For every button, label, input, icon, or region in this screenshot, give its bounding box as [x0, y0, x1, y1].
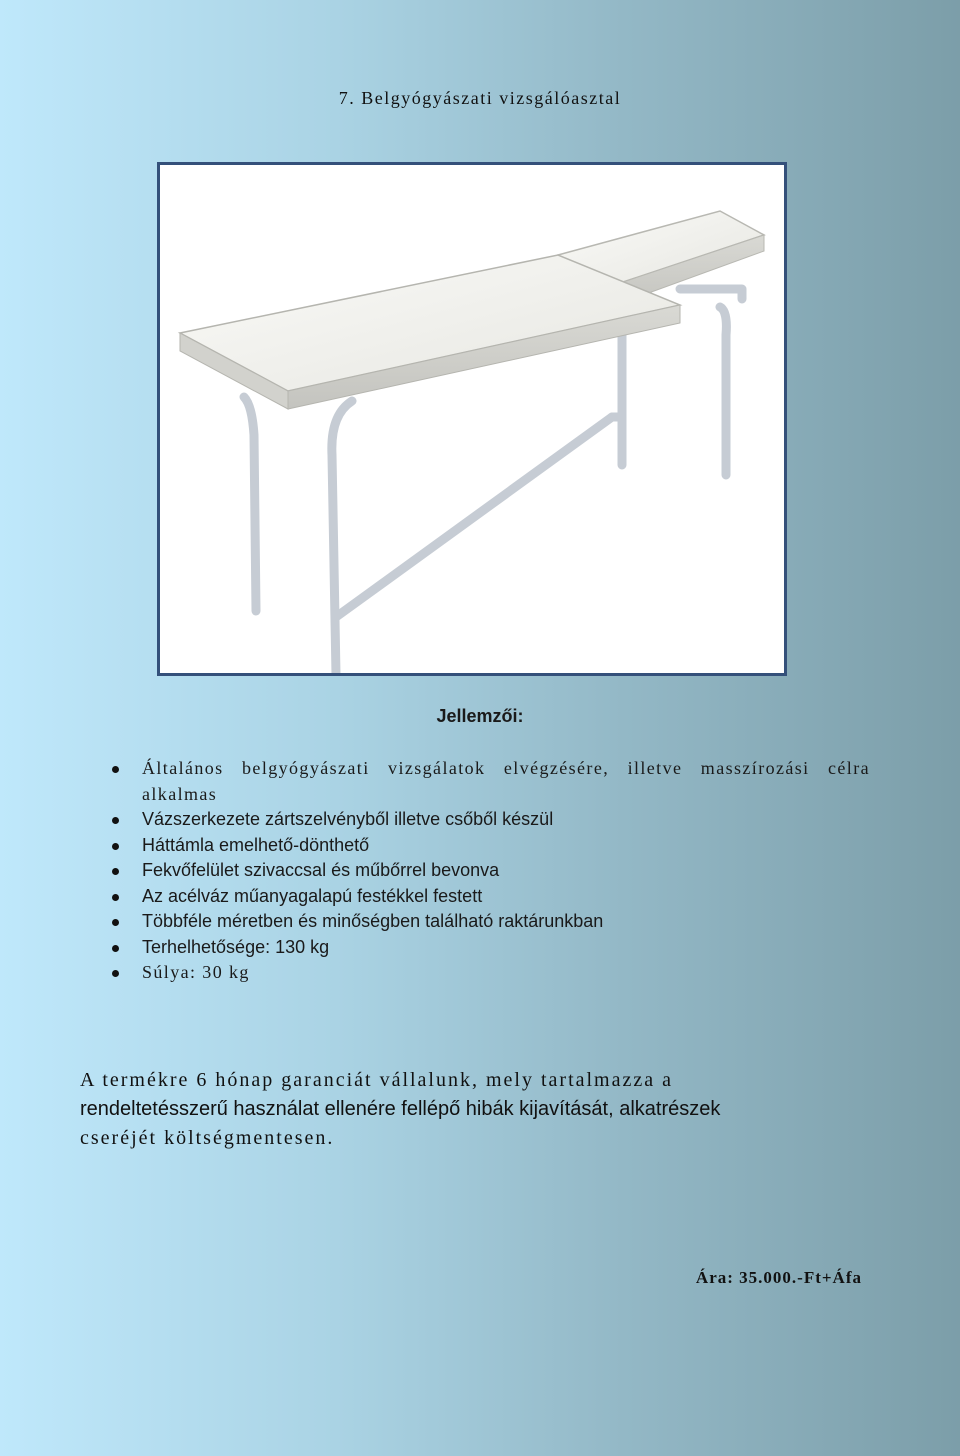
product-photo — [157, 162, 787, 676]
list-item: Vázszerkezete zártszelvényből illetve csőből készül — [110, 807, 870, 833]
list-item: Általános belgyógyászati vizsgálatok elvégzésére, illetve masszírozási célra alkalmas — [110, 756, 870, 807]
examination-table-photo-icon — [160, 165, 784, 673]
list-item: Az acélváz műanyagalapú festékkel festett — [110, 884, 870, 910]
price-label: Ára: 35.000.-Ft+Áfa — [695, 1268, 862, 1287]
list-item: Többféle méretben és minőségben található raktárunkban — [110, 909, 870, 935]
document-title: 7. Belgyógyászati vizsgálóasztal — [338, 88, 622, 108]
warranty-line: cseréjét költségmentesen. — [80, 1127, 335, 1149]
warranty-line: rendeltetésszerű használat ellenére fellépő hibák kijavítását, alkatrészek — [80, 1098, 721, 1120]
list-item: Súlya: 30 kg — [110, 960, 870, 986]
warranty-line: A termékre 6 hónap garanciát vállalunk, mely tartalmazza a — [80, 1069, 674, 1091]
list-item: Terhelhetősége: 130 kg — [110, 935, 870, 961]
features-heading: Jellemzői: — [436, 706, 524, 726]
warranty-paragraph — [80, 1066, 870, 1153]
features-list — [110, 756, 870, 986]
list-item: Fekvőfelület szivaccsal és műbőrrel bevonva — [110, 858, 870, 884]
list-item: Háttámla emelhető-dönthető — [110, 833, 870, 859]
